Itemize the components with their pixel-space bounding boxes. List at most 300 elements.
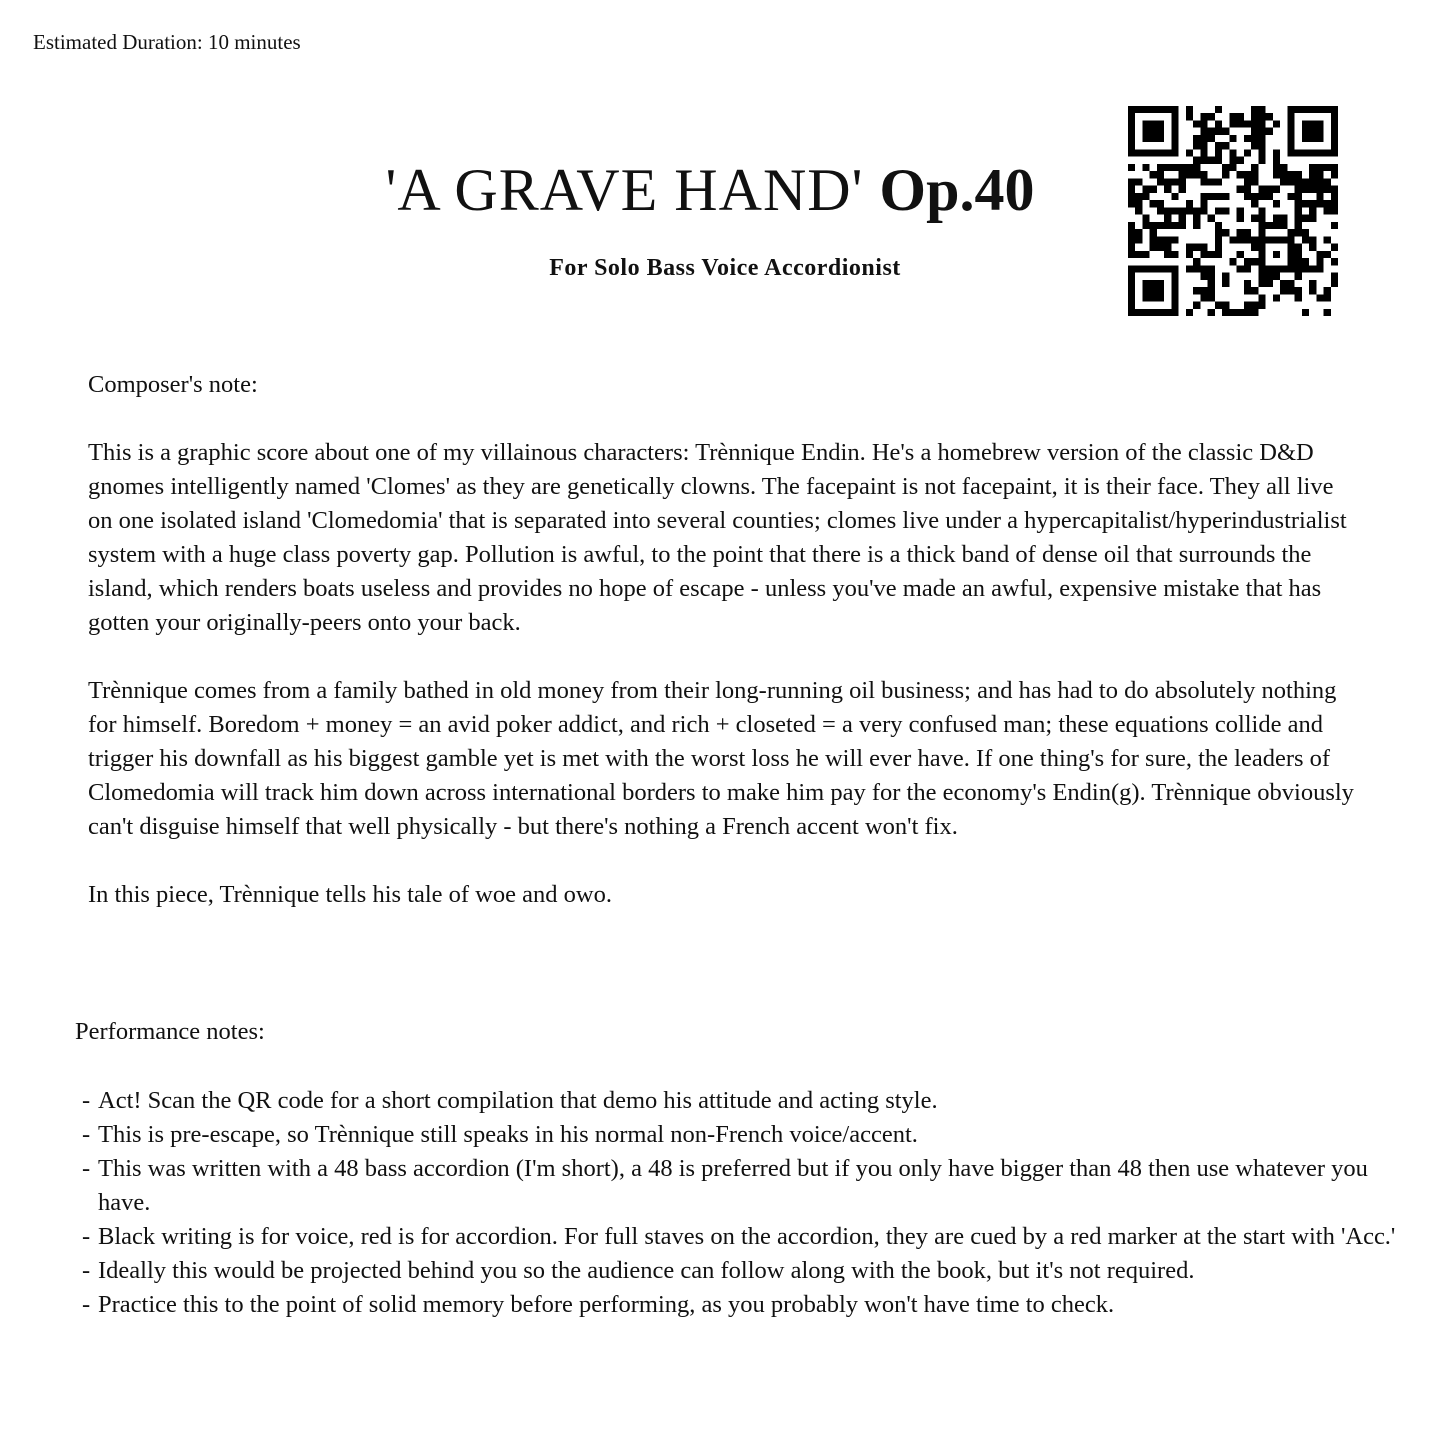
qr-module	[1215, 120, 1222, 127]
qr-module	[1171, 273, 1178, 280]
qr-module	[1280, 171, 1287, 178]
qr-module	[1157, 222, 1164, 229]
qr-module	[1128, 236, 1135, 243]
qr-module	[1287, 287, 1294, 294]
qr-module	[1331, 222, 1338, 229]
qr-module	[1287, 265, 1294, 272]
qr-module	[1128, 128, 1135, 135]
qr-module	[1128, 106, 1135, 113]
qr-module	[1135, 265, 1142, 272]
qr-module	[1135, 200, 1142, 207]
qr-module	[1331, 120, 1338, 127]
qr-module	[1215, 302, 1222, 309]
qr-module	[1266, 186, 1273, 193]
qr-module	[1331, 186, 1338, 193]
qr-module	[1251, 302, 1258, 309]
qr-module	[1142, 294, 1149, 301]
qr-module	[1179, 164, 1186, 171]
qr-module	[1215, 193, 1222, 200]
qr-module	[1237, 157, 1244, 164]
qr-module	[1309, 178, 1316, 185]
qr-module	[1244, 287, 1251, 294]
qr-module	[1135, 236, 1142, 243]
qr-module	[1222, 309, 1229, 316]
qr-module	[1331, 280, 1338, 287]
qr-module	[1280, 280, 1287, 287]
qr-module	[1142, 251, 1149, 258]
qr-module	[1142, 309, 1149, 316]
qr-module	[1171, 142, 1178, 149]
qr-module	[1164, 309, 1171, 316]
qr-module	[1157, 135, 1164, 142]
qr-module	[1302, 128, 1309, 135]
qr-module	[1200, 128, 1207, 135]
qr-module	[1142, 280, 1149, 287]
qr-module	[1295, 200, 1302, 207]
qr-module	[1237, 171, 1244, 178]
qr-module	[1273, 236, 1280, 243]
qr-module	[1324, 287, 1331, 294]
qr-module	[1258, 207, 1265, 214]
qr-module	[1200, 200, 1207, 207]
qr-module	[1186, 149, 1193, 156]
qr-module	[1287, 120, 1294, 127]
qr-module	[1171, 178, 1178, 185]
qr-module	[1200, 251, 1207, 258]
qr-module	[1193, 265, 1200, 272]
qr-module	[1128, 222, 1135, 229]
qr-module	[1150, 149, 1157, 156]
qr-module	[1251, 200, 1258, 207]
qr-module	[1331, 113, 1338, 120]
qr-module	[1295, 186, 1302, 193]
qr-module	[1302, 149, 1309, 156]
qr-module	[1200, 207, 1207, 214]
qr-module	[1258, 142, 1265, 149]
qr-module	[1128, 280, 1135, 287]
qr-module	[1237, 113, 1244, 120]
qr-module	[1229, 135, 1236, 142]
qr-module	[1244, 149, 1251, 156]
qr-module	[1128, 164, 1135, 171]
qr-module	[1331, 193, 1338, 200]
qr-module	[1258, 302, 1265, 309]
qr-module	[1302, 229, 1309, 236]
qr-module	[1287, 229, 1294, 236]
qr-module	[1150, 120, 1157, 127]
qr-module	[1331, 128, 1338, 135]
qr-module	[1150, 244, 1157, 251]
qr-module	[1200, 135, 1207, 142]
qr-module	[1244, 135, 1251, 142]
qr-module	[1266, 128, 1273, 135]
qr-module	[1280, 222, 1287, 229]
qr-module	[1273, 186, 1280, 193]
qr-module	[1237, 120, 1244, 127]
qr-module	[1258, 265, 1265, 272]
qr-module	[1179, 178, 1186, 185]
qr-module	[1171, 135, 1178, 142]
composer-note	[88, 368, 1358, 946]
qr-module	[1295, 207, 1302, 214]
qr-module	[1186, 251, 1193, 258]
qr-module	[1244, 186, 1251, 193]
qr-module	[1309, 186, 1316, 193]
qr-module	[1266, 222, 1273, 229]
qr-module	[1273, 200, 1280, 207]
qr-module	[1244, 120, 1251, 127]
qr-module	[1128, 193, 1135, 200]
qr-module	[1208, 287, 1215, 294]
qr-module	[1229, 113, 1236, 120]
qr-module	[1150, 128, 1157, 135]
qr-module	[1258, 135, 1265, 142]
qr-module	[1142, 128, 1149, 135]
qr-module	[1258, 244, 1265, 251]
qr-module	[1200, 142, 1207, 149]
qr-module	[1244, 280, 1251, 287]
qr-module	[1142, 135, 1149, 142]
qr-module	[1302, 258, 1309, 265]
qr-module	[1316, 258, 1323, 265]
qr-module	[1302, 106, 1309, 113]
qr-module	[1295, 171, 1302, 178]
qr-module	[1309, 135, 1316, 142]
qr-module	[1222, 302, 1229, 309]
qr-module	[1193, 302, 1200, 309]
qr-module	[1171, 120, 1178, 127]
qr-module	[1309, 128, 1316, 135]
qr-module	[1244, 236, 1251, 243]
qr-module	[1193, 207, 1200, 214]
qr-module	[1309, 265, 1316, 272]
qr-module	[1186, 106, 1193, 113]
qr-module	[1193, 258, 1200, 265]
qr-module	[1309, 244, 1316, 251]
qr-module	[1208, 251, 1215, 258]
qr-module	[1128, 244, 1135, 251]
qr-module	[1193, 164, 1200, 171]
qr-module	[1208, 178, 1215, 185]
qr-module	[1244, 229, 1251, 236]
qr-module	[1295, 244, 1302, 251]
qr-module	[1128, 149, 1135, 156]
qr-module	[1193, 222, 1200, 229]
qr-module	[1171, 222, 1178, 229]
qr-module	[1229, 164, 1236, 171]
qr-module	[1222, 164, 1229, 171]
qr-module	[1229, 236, 1236, 243]
qr-module	[1273, 294, 1280, 301]
qr-module	[1135, 178, 1142, 185]
qr-module	[1316, 164, 1323, 171]
qr-module	[1171, 294, 1178, 301]
qr-module	[1200, 178, 1207, 185]
qr-module	[1316, 294, 1323, 301]
list-item: - This was written with a 48 bass accordion (I'm short), a 48 is preferred but if you only have bigger than 48 then use whatever you have.	[82, 1155, 1368, 1216]
qr-module	[1157, 149, 1164, 156]
qr-module	[1324, 294, 1331, 301]
qr-module	[1287, 244, 1294, 251]
qr-module	[1186, 171, 1193, 178]
qr-module	[1142, 164, 1149, 171]
qr-module	[1244, 178, 1251, 185]
qr-module	[1135, 193, 1142, 200]
qr-module	[1200, 171, 1207, 178]
qr-module	[1171, 193, 1178, 200]
qr-module	[1237, 229, 1244, 236]
qr-module	[1157, 280, 1164, 287]
qr-module	[1251, 193, 1258, 200]
qr-module	[1200, 113, 1207, 120]
qr-module	[1157, 207, 1164, 214]
qr-module	[1295, 215, 1302, 222]
qr-module	[1273, 215, 1280, 222]
qr-module	[1229, 258, 1236, 265]
qr-module	[1208, 273, 1215, 280]
qr-module	[1171, 113, 1178, 120]
qr-module	[1215, 178, 1222, 185]
qr-module	[1150, 222, 1157, 229]
qr-module	[1266, 193, 1273, 200]
qr-module	[1258, 193, 1265, 200]
qr-module	[1258, 106, 1265, 113]
qr-module	[1164, 236, 1171, 243]
qr-module	[1157, 200, 1164, 207]
performance-notes-heading: Performance notes:	[75, 1018, 265, 1045]
qr-module	[1273, 251, 1280, 258]
qr-module	[1331, 135, 1338, 142]
qr-module	[1331, 273, 1338, 280]
qr-module	[1324, 149, 1331, 156]
qr-module	[1164, 149, 1171, 156]
qr-module	[1324, 251, 1331, 258]
qr-module	[1128, 186, 1135, 193]
qr-module	[1215, 222, 1222, 229]
qr-module	[1128, 113, 1135, 120]
qr-module	[1229, 157, 1236, 164]
qr-module	[1135, 149, 1142, 156]
qr-module	[1331, 200, 1338, 207]
qr-module	[1179, 215, 1186, 222]
composer-note-paragraph: This is a graphic score about one of my villainous characters: Trènnique Endin. He's a homebrew version of the classic D&D gnomes intelligently named 'Clomes' as they are genetically clowns. The facepaint is not facepaint, it is their face. They all live on one isolated island 'Clomedomia' that is separated into several counties; clomes live under a hypercapitalist/hyperindustrialist system with a huge class poverty gap. Pollution is awful, to the point that there is a thick band of dense oil that surrounds the island, which renders boats useless and provides no hope of escape - unless you've made an awful, expensive mistake that has gotten your originally-peers onto your back.	[88, 439, 1347, 636]
qr-module	[1258, 186, 1265, 193]
qr-module	[1331, 244, 1338, 251]
list-item: - Act! Scan the QR code for a short compilation that demo his attitude and acting style.	[82, 1087, 938, 1114]
qr-module	[1258, 222, 1265, 229]
qr-module	[1266, 280, 1273, 287]
qr-module	[1186, 164, 1193, 171]
qr-module	[1316, 149, 1323, 156]
qr-module	[1150, 287, 1157, 294]
qr-module	[1142, 265, 1149, 272]
qr-module	[1193, 171, 1200, 178]
qr-module	[1316, 171, 1323, 178]
qr-module	[1157, 265, 1164, 272]
qr-module	[1273, 222, 1280, 229]
qr-module	[1128, 273, 1135, 280]
composer-note-heading: Composer's note:	[88, 371, 258, 398]
qr-module	[1331, 149, 1338, 156]
qr-module	[1208, 128, 1215, 135]
qr-module	[1208, 280, 1215, 287]
qr-module	[1251, 142, 1258, 149]
qr-module	[1309, 171, 1316, 178]
qr-module	[1200, 120, 1207, 127]
qr-module	[1157, 164, 1164, 171]
qr-module	[1215, 236, 1222, 243]
performance-notes-list	[82, 1084, 1412, 1322]
qr-module	[1208, 265, 1215, 272]
qr-module	[1309, 200, 1316, 207]
qr-module	[1157, 236, 1164, 243]
qr-module	[1258, 258, 1265, 265]
qr-module	[1142, 193, 1149, 200]
qr-module	[1309, 287, 1316, 294]
qr-module	[1150, 280, 1157, 287]
qr-module	[1273, 120, 1280, 127]
qr-module	[1266, 113, 1273, 120]
qr-module	[1208, 215, 1215, 222]
qr-module	[1164, 222, 1171, 229]
qr-module	[1157, 171, 1164, 178]
qr-module	[1251, 171, 1258, 178]
qr-module	[1171, 236, 1178, 243]
qr-module	[1295, 251, 1302, 258]
qr-module	[1280, 178, 1287, 185]
qr-module	[1200, 265, 1207, 272]
qr-module	[1309, 280, 1316, 287]
qr-module	[1229, 149, 1236, 156]
qr-module	[1215, 157, 1222, 164]
qr-module	[1208, 294, 1215, 301]
qr-module	[1150, 186, 1157, 193]
list-item: - This is pre-escape, so Trènnique still speaks in his normal non-French voice/accent.	[82, 1121, 918, 1148]
qr-module	[1200, 294, 1207, 301]
qr-module	[1324, 207, 1331, 214]
qr-module	[1150, 135, 1157, 142]
qr-module	[1324, 178, 1331, 185]
qr-module	[1244, 265, 1251, 272]
estimated-duration: Estimated Duration: 10 minutes	[33, 30, 301, 54]
composer-note-paragraph: Trènnique comes from a family bathed in old money from their long-running oil business; and has had to do absolutely nothing for himself. Boredom + money = an avid poker addict, and rich + closeted = a very confused man; these equations collide and trigger his downfall as his biggest gamble yet is met with the worst loss he will ever have. If one thing's for sure, the leaders of Clomedomia will track him down across international borders to make him pay for the economy's Endin(g). Trènnique obviously can't disguise himself that well physically - but there's nothing a French accent won't fix.	[88, 677, 1354, 840]
qr-module	[1171, 302, 1178, 309]
qr-module	[1208, 135, 1215, 142]
qr-module	[1273, 171, 1280, 178]
qr-module	[1302, 236, 1309, 243]
qr-module	[1251, 135, 1258, 142]
qr-module	[1316, 200, 1323, 207]
qr-module	[1186, 265, 1193, 272]
qr-module	[1150, 265, 1157, 272]
page-subtitle: For Solo Bass Voice Accordionist	[549, 255, 901, 281]
qr-module	[1280, 236, 1287, 243]
qr-module	[1251, 287, 1258, 294]
qr-module	[1215, 244, 1222, 251]
qr-module	[1287, 258, 1294, 265]
qr-module	[1208, 113, 1215, 120]
qr-module	[1142, 106, 1149, 113]
qr-module	[1309, 149, 1316, 156]
qr-module	[1258, 215, 1265, 222]
qr-module	[1316, 128, 1323, 135]
qr-module	[1128, 178, 1135, 185]
qr-module	[1171, 251, 1178, 258]
qr-module	[1193, 244, 1200, 251]
qr-module	[1295, 265, 1302, 272]
qr-module	[1316, 106, 1323, 113]
qr-module	[1295, 193, 1302, 200]
qr-module	[1273, 149, 1280, 156]
qr-module	[1171, 106, 1178, 113]
qr-module	[1128, 265, 1135, 272]
qr-module	[1237, 207, 1244, 214]
qr-module	[1302, 135, 1309, 142]
qr-module	[1164, 186, 1171, 193]
qr-module	[1135, 207, 1142, 214]
qr-module	[1295, 287, 1302, 294]
qr-module	[1258, 280, 1265, 287]
qr-module	[1309, 236, 1316, 243]
qr-module	[1128, 229, 1135, 236]
qr-module	[1142, 215, 1149, 222]
qr-module	[1186, 309, 1193, 316]
qr-module	[1200, 287, 1207, 294]
qr-module	[1244, 258, 1251, 265]
qr-module	[1331, 171, 1338, 178]
qr-module	[1258, 294, 1265, 301]
qr-module	[1244, 193, 1251, 200]
qr-module	[1302, 120, 1309, 127]
qr-module	[1251, 244, 1258, 251]
qr-module	[1273, 265, 1280, 272]
qr-module	[1150, 171, 1157, 178]
qr-module	[1280, 265, 1287, 272]
qr-module	[1229, 120, 1236, 127]
qr-module	[1287, 106, 1294, 113]
qr-module	[1157, 287, 1164, 294]
qr-module	[1128, 294, 1135, 301]
qr-module	[1150, 106, 1157, 113]
qr-module	[1215, 142, 1222, 149]
qr-module	[1251, 215, 1258, 222]
qr-module	[1200, 244, 1207, 251]
qr-module	[1215, 229, 1222, 236]
qr-module	[1215, 149, 1222, 156]
qr-module	[1251, 106, 1258, 113]
qr-module	[1287, 193, 1294, 200]
qr-module	[1193, 120, 1200, 127]
qr-module	[1237, 186, 1244, 193]
qr-module	[1302, 200, 1309, 207]
qr-module	[1142, 222, 1149, 229]
qr-module	[1193, 215, 1200, 222]
qr-module	[1222, 171, 1229, 178]
qr-module	[1309, 106, 1316, 113]
qr-module	[1142, 149, 1149, 156]
list-item: - Black writing is for voice, red is for accordion. For full staves on the accordion, they are cued by a red marker at the start with 'Acc.'	[82, 1223, 1396, 1250]
qr-module	[1258, 120, 1265, 127]
qr-module	[1244, 171, 1251, 178]
qr-module	[1222, 207, 1229, 214]
qr-module	[1316, 251, 1323, 258]
qr-module	[1316, 178, 1323, 185]
qr-module	[1266, 273, 1273, 280]
qr-module	[1171, 164, 1178, 171]
qr-module	[1295, 178, 1302, 185]
qr-module	[1258, 113, 1265, 120]
qr-module	[1128, 251, 1135, 258]
